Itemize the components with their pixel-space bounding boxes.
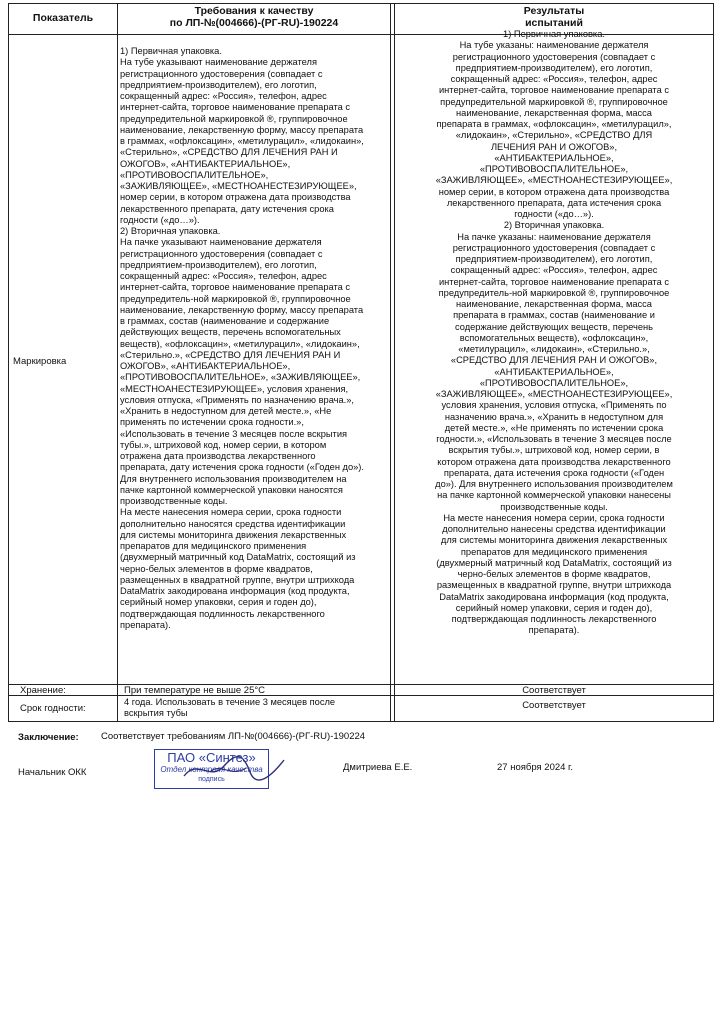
storage-result: Соответствует (522, 685, 586, 696)
shelf-life-requirement: 4 года. Использовать в течение 3 месяцев после вскрытия тубы (124, 697, 336, 718)
signature-date: 27 ноября 2024 г. (497, 762, 573, 773)
shelf-life-result: Соответствует (522, 700, 586, 711)
conclusion-text: Соответствует требованиям ЛП-№(004666)-(РГ-RU)-190224 (101, 731, 366, 742)
storage-label: Хранение: (20, 685, 66, 696)
table-border-top (8, 3, 714, 4)
column-divider-2a (390, 3, 391, 721)
marking-requirements-text: 1) Первичная упаковка. На тубе указывают наименование держателя регистрационного удостоверения (совпадает с предприятием-производителем), его логотип, сокращенный адрес: «Россия», телефон, адрес интернет-сайта, торговое наименование препарата с предупредительной маркировкой ®, группировочное наименование, лекарственную форму, массу препарата в граммах, «офлоксацин», «метилурацил», «лидокаин», «Стерильно», «СРЕДСТВО ДЛЯ ЛЕЧЕНИЯ РАН И ОЖОГОВ», «АНТИБАКТЕРИАЛЬНОЕ», «ПРОТИВОВОСПАЛИТЕЛЬНОЕ», «ЗАЖИВЛЯЮЩЕЕ», «МЕСТНОАНЕСТЕЗИРУЮЩЕЕ», номер серии, в котором отражена дата производства лекарственного препарата, дату истечения срока годности («до…»). 2) Вторичная упаковка. На пачке указывают наименование держателя регистрационного удостоверения (совпадает с предприятием-производителем), его логотип, сокращенный адрес: «Россия», телефон, адрес интернет-сайта, торговое наименование препарата с предупредитель-ной маркировкой ®, группировочное наименование, лекарственную форму, массу препарата в граммах, состав (наименование и содержание действующих веществ, перечень вспомогательных веществ), «офлоксацин», «метилурацил», «лидокаин», «Стерильно.», «СРЕДСТВО ДЛЯ ЛЕЧЕНИЯ РАН И ОЖОГОВ», «АНТИБАКТЕРИАЛЬНОЕ», «ПРОТИВОВОСПАЛИТЕЛЬНОЕ», «ЗАЖИВЛЯЮЩЕЕ», «МЕСТНОАНЕСТЕЗИРУЮЩЕЕ», условия хранения, условия отпуска, «Применять по назначению врача.», «Хранить в недоступном для детей месте.», «Не применять по истечении срока годности.», «Использовать в течение 3 месяцев после вскрытия тубы.», штриховой код, номер серии, в котором отражена дата производства лекарственного препарата, дату истечения срока годности («Годен до»). Для внутреннего использования производителем на пачке картонной коммерческой упаковки наносятся производственные коды. На месте нанесения номера серии, срока годности дополнительно наносятся средства идентификации для системы мониторинга движения лекарственных препаратов для медицинского применения (двухмерный матричный код DataMatrix, состоящий из черно-белых элементов в форме квадратов, размещенных в квадратной группе, внутри штрихкода DataMatrix закодирована информация (код продукта, серийный номер упаковки, серия и годен до), подтверждающая подлинность лекарственного препарата). (120, 46, 364, 630)
storage-requirement: При температуре не выше 25°С (124, 685, 266, 696)
stamp-dept: Отдел контроля качества (160, 765, 263, 774)
column-divider-1 (117, 3, 118, 721)
header-results: Результаты испытаний (523, 5, 585, 29)
table-border-right (713, 3, 714, 721)
table-border-left (8, 3, 9, 721)
conclusion-label: Заключение: (18, 732, 79, 743)
stamp-org: ПАО «Синтез» (167, 750, 256, 765)
handwritten-signature (180, 752, 290, 784)
signer-name: Дмитриева Е.Е. (343, 762, 413, 773)
stamp-caption: подпись (198, 776, 225, 783)
marking-results-text: 1) Первичная упаковка. На тубе указаны: наименование держателя регистрационного удостоверения (совпадает с предприятием-производителем), его логотип, сокращенный адрес: «Россия», телефон, адрес интернет-сайта, торговое наименование препарата с предупредительной маркировкой ®, группировочное наименование, лекарственная форма, масса препарата в граммах, «офлоксацин», «метилурацил», «лидокаин», «Стерильно», «СРЕДСТВО ДЛЯ ЛЕЧЕНИЯ РАН И ОЖОГОВ», «АНТИБАКТЕРИАЛЬНОЕ», «ПРОТИВОВОСПАЛИТЕЛЬНОЕ», «ЗАЖИВЛЯЮЩЕЕ», «МЕСТНОАНЕСТЕЗИРУЮЩЕЕ», номер серии, в котором отражена дата производства лекарственного препарата, дата истечения срока годности («до…»). 2) Вторичная упаковка. На пачке указаны: наименование держателя регистрационного удостоверения (совпадает с предприятием-производителем), его логотип, сокращенный адрес: «Россия», телефон, адрес интернет-сайта, торговое наименование препарата с предупредитель-ной маркировкой ®, группировочное наименование, лекарственная форма, масса препарата в граммах, состав (наименование и содержание действующих веществ, перечень вспомогательных веществ), «офлоксацин», «метилурацил», «лидокаин», «Стерильно.», «СРЕДСТВО ДЛЯ ЛЕЧЕНИЯ РАН И ОЖОГОВ», «АНТИБАКТЕРИАЛЬНОЕ», «ПРОТИВОВОСПАЛИТЕЛЬНОЕ», «ЗАЖИВЛЯЮЩЕЕ», «МЕСТНОАНЕСТЕЗИРУЮЩЕЕ», условия хранения, условия отпуска, «Применять по назначению врача.», «Хранить в недоступном для детей месте.», «Не применять по истечении срока годности.», «Использовать в течение 3 месяцев после вскрытия тубы.», штриховой код, номер серии, в котором отражена дата производства лекарственного препарата, дата истечения срока годности («Годен до»). Для внутреннего использования производителем на пачке картонной коммерческой упаковки нанесены производственные коды. На месте нанесения номера серии, срока годности дополнительно нанесены средства идентификации для системы мониторинга движения лекарственных препаратов для медицинского применения (двухмерный матричный код DataMatrix, состоящий из черно-белых элементов в форме квадратов, размещенных в квадратной группе, внутри штрихкода DataMatrix закодирована информация (код продукта, серийный номер упаковки, серия и годен до), подтверждающая подлинность лекарственного препарата). (435, 29, 673, 636)
header-indicator: Показатель (32, 12, 94, 24)
marking-label: Маркировка (13, 356, 67, 367)
header-requirements: Требования к качеству по ЛП-№(004666)-(РГ-RU)-190224 (169, 5, 339, 29)
signer-position: Начальник ОКК (18, 767, 87, 778)
shelf-life-label: Срок годности: (20, 703, 86, 714)
table-border-bottom (8, 721, 714, 722)
